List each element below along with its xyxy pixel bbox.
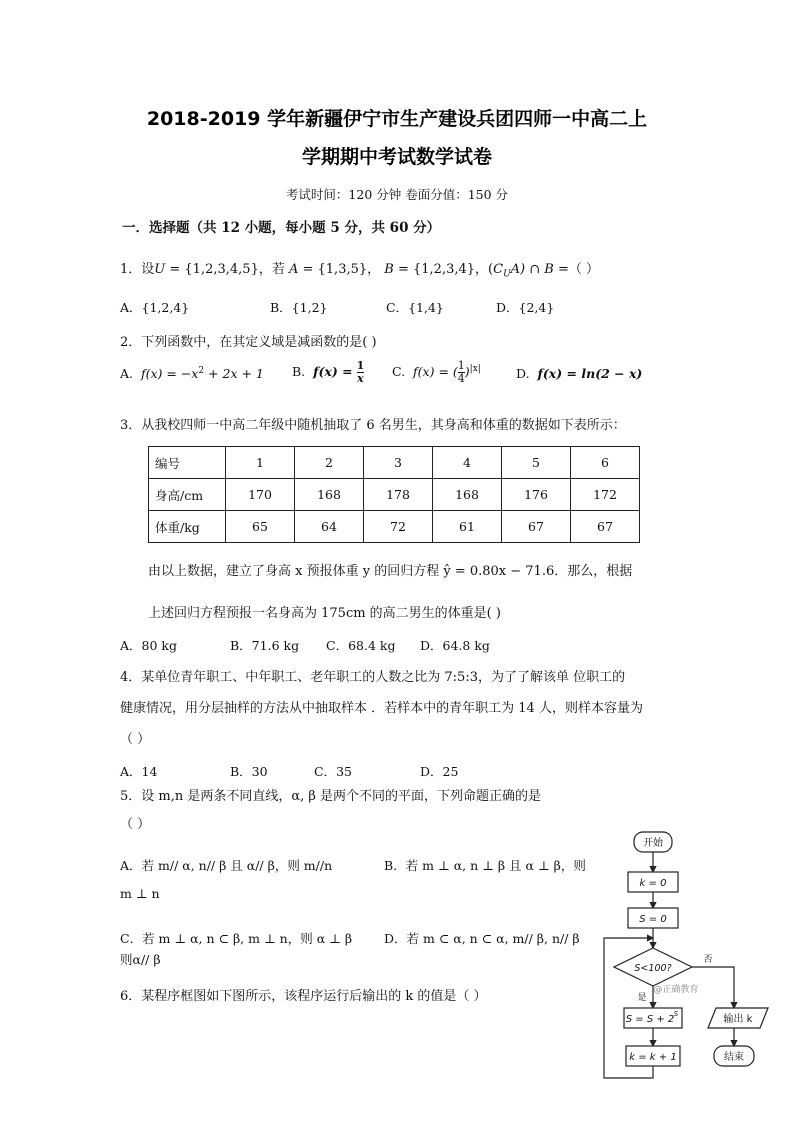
- table-cell: 65: [226, 511, 295, 543]
- question-2-option-d: D. f(x) = ln(2 − x): [516, 366, 643, 381]
- table-cell: 4: [433, 447, 502, 479]
- program-flowchart: [596, 826, 776, 1086]
- flow-output-label: 输出 k: [723, 1014, 753, 1025]
- table-cell: 6: [571, 447, 640, 479]
- table-cell: 2: [295, 447, 364, 479]
- question-5-option-c: C．若 m ⊥ α, n ⊂ β, m ⊥ n，则 α ⊥ β: [120, 931, 353, 946]
- flow-no-label: 否: [703, 955, 713, 965]
- table-row: [149, 479, 640, 511]
- table-cell: 3: [364, 447, 433, 479]
- question-4-line-1: 4．某单位青年职工、中年职工、老年职工的人数之比为 7:5:3，为了了解该单 位职工的: [120, 670, 626, 685]
- question-2-option-c: C. f(x) = ( $\frac{1}{4}$ )$^{|x|}$: [392, 359, 481, 385]
- question-3-text-1: 由以上数据，建立了身高 x 预报体重 y 的回归方程 ŷ = 0.80x − 71.6．那么，根据: [148, 564, 633, 579]
- page-title-line1: 2018-2019 学年新疆伊宁市生产建设兵团四师一中高二上: [146, 108, 648, 130]
- table-row: [149, 447, 640, 479]
- flow-update-k-label: k = k + 1: [629, 1052, 677, 1063]
- exam-info: 考试时间：120 分钟 卷面分值：150 分: [285, 187, 509, 202]
- table-cell: 5: [502, 447, 571, 479]
- question-1-stem: 1．设U = {1,2,3,4,5}，若 A = {1,3,5}， B = {1,2,3,4}，$(C_UA)$ ∩ B =（ ）: [120, 262, 600, 280]
- question-3-option-d: D．64.8 kg: [420, 638, 490, 653]
- table-row-header: 体重/kg: [149, 511, 226, 543]
- question-1-option-a: A．{1,2,4}: [120, 300, 190, 315]
- table-cell: 170: [226, 479, 295, 511]
- question-4-option-c: C．35: [314, 764, 352, 779]
- flow-init-k-label: k = 0: [639, 878, 667, 889]
- question-2-option-b: B. f(x) = 1 x: [292, 359, 365, 385]
- question-3-text-2: 上述回归方程预报一名身高为 175cm 的高二男生的体重是( ): [148, 606, 501, 621]
- question-5-option-b-cont: m ⊥ n: [120, 886, 160, 901]
- table-cell: 1: [226, 447, 295, 479]
- question-3-option-a: A．80 kg: [120, 638, 177, 653]
- table-row-header: 编号: [149, 447, 226, 479]
- table-row: [149, 511, 640, 543]
- section-heading: 一．选择题（共 12 小题，每小题 5 分，共 60 分）: [122, 220, 441, 236]
- table-cell: 168: [295, 479, 364, 511]
- question-5-option-d: D．若 m ⊂ α, n ⊂ α, m// β, n// β: [384, 931, 580, 946]
- question-3-stem: 3．从我校四师一中高二年级中随机抽取了 6 名男生，其身高和体重的数据如下表所示：: [120, 418, 626, 433]
- question-3-option-b: B．71.6 kg: [230, 638, 300, 653]
- flow-yes-label: 是: [637, 993, 647, 1003]
- question-6-stem: 6．某程序框图如下图所示，该程序运行后输出的 k 的值是（ ）: [120, 989, 487, 1004]
- table-cell: 61: [433, 511, 502, 543]
- table-cell: 178: [364, 479, 433, 511]
- flow-watermark: @正确教育: [653, 985, 699, 995]
- table-cell: 64: [295, 511, 364, 543]
- question-4-option-d: D．25: [420, 764, 459, 779]
- question-3-option-c: C．68.4 kg: [326, 638, 396, 653]
- question-5-line-1: 5．设 m,n 是两条不同直线，α, β 是两个不同的平面，下列命题正确的是: [120, 789, 542, 804]
- question-1-option-d: D．{2,4}: [496, 300, 555, 315]
- table-cell: 172: [571, 479, 640, 511]
- question-4-option-b: B．30: [230, 764, 268, 779]
- question-5-option-d-cont: 则α// β: [120, 952, 161, 967]
- question-4-option-a: A．14: [120, 764, 158, 779]
- height-weight-table: [148, 446, 640, 543]
- table-cell: 67: [571, 511, 640, 543]
- table-cell: 176: [502, 479, 571, 511]
- table-cell: 67: [502, 511, 571, 543]
- question-2-option-a: A. $f(x) = -x^2 + 2x + 1$: [120, 366, 264, 382]
- question-4-line-2: 健康情况，用分层抽样的方法从中抽取样本 ．若样本中的青年职工为 14 人，则样本容量为: [120, 701, 643, 716]
- flow-start-label: 开始: [643, 838, 663, 849]
- flow-end-label: 结束: [724, 1052, 744, 1063]
- question-2-stem: 2．下列函数中，在其定义域是减函数的是( ): [120, 335, 377, 350]
- question-1-option-c: C．{1,4}: [386, 300, 444, 315]
- question-5-line-2: （ ）: [120, 817, 151, 832]
- question-4-line-3: （ ）: [120, 732, 151, 747]
- flow-init-s-label: S = 0: [639, 914, 667, 925]
- question-5-option-a: A．若 m// α, n// β 且 α// β，则 m//n: [120, 858, 333, 873]
- page-title-line2: 学期期中考试数学试卷: [301, 146, 492, 168]
- table-row-header: 身高/cm: [149, 479, 226, 511]
- question-5-option-b: B．若 m ⊥ α, n ⊥ β 且 α ⊥ β，则: [384, 858, 586, 873]
- flow-update-s-exponent: S: [673, 1010, 679, 1018]
- table-cell: 72: [364, 511, 433, 543]
- question-1-option-b: B．{1,2}: [270, 300, 328, 315]
- flow-condition-label: S<100?: [634, 963, 672, 974]
- flow-update-s-label: S = S + 2: [625, 1014, 675, 1025]
- table-cell: 168: [433, 479, 502, 511]
